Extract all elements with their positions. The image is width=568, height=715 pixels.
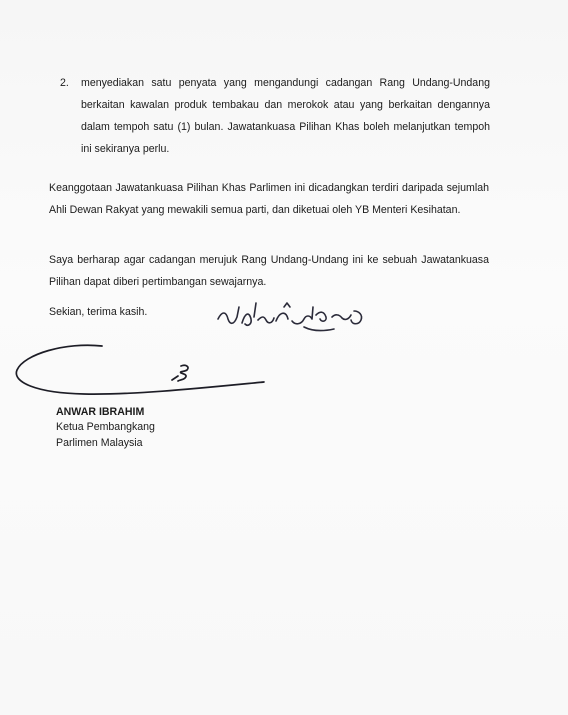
numbered-item bbox=[60, 72, 490, 160]
closing-line: Sekian, terima kasih. bbox=[49, 306, 148, 318]
signatory-title: Ketua Pembangkang bbox=[56, 421, 155, 433]
signatory-organization: Parlimen Malaysia bbox=[56, 437, 143, 449]
handwritten-arabic-greeting bbox=[214, 293, 374, 339]
item-text: menyediakan satu penyata yang mengandungi cadangan Rang Undang-Undang berkaitan kawalan produk tembakau dan merokok atau yang berkaitan dengannya dalam tempoh satu (1) bulan. Jawatankuasa Pilihan Khas boleh melanjutkan tempoh ini sekiranya perlu. bbox=[81, 77, 490, 155]
paragraph-hope: Saya berharap agar cadangan merujuk Rang Undang-Undang ini ke sebuah Jawatankuasa Pilihan dapat diberi pertimbangan sewajarnya. bbox=[49, 254, 489, 288]
signatory-name: ANWAR IBRAHIM bbox=[56, 406, 145, 418]
paragraph-committee-membership: Keanggotaan Jawatankuasa Pilihan Khas Parlimen ini dicadangkan terdiri daripada sejumlah Ahli Dewan Rakyat yang mewakili semua parti, dan diketuai oleh YB Menteri Kesihatan. bbox=[49, 182, 489, 216]
item-number: 2. bbox=[60, 77, 69, 89]
